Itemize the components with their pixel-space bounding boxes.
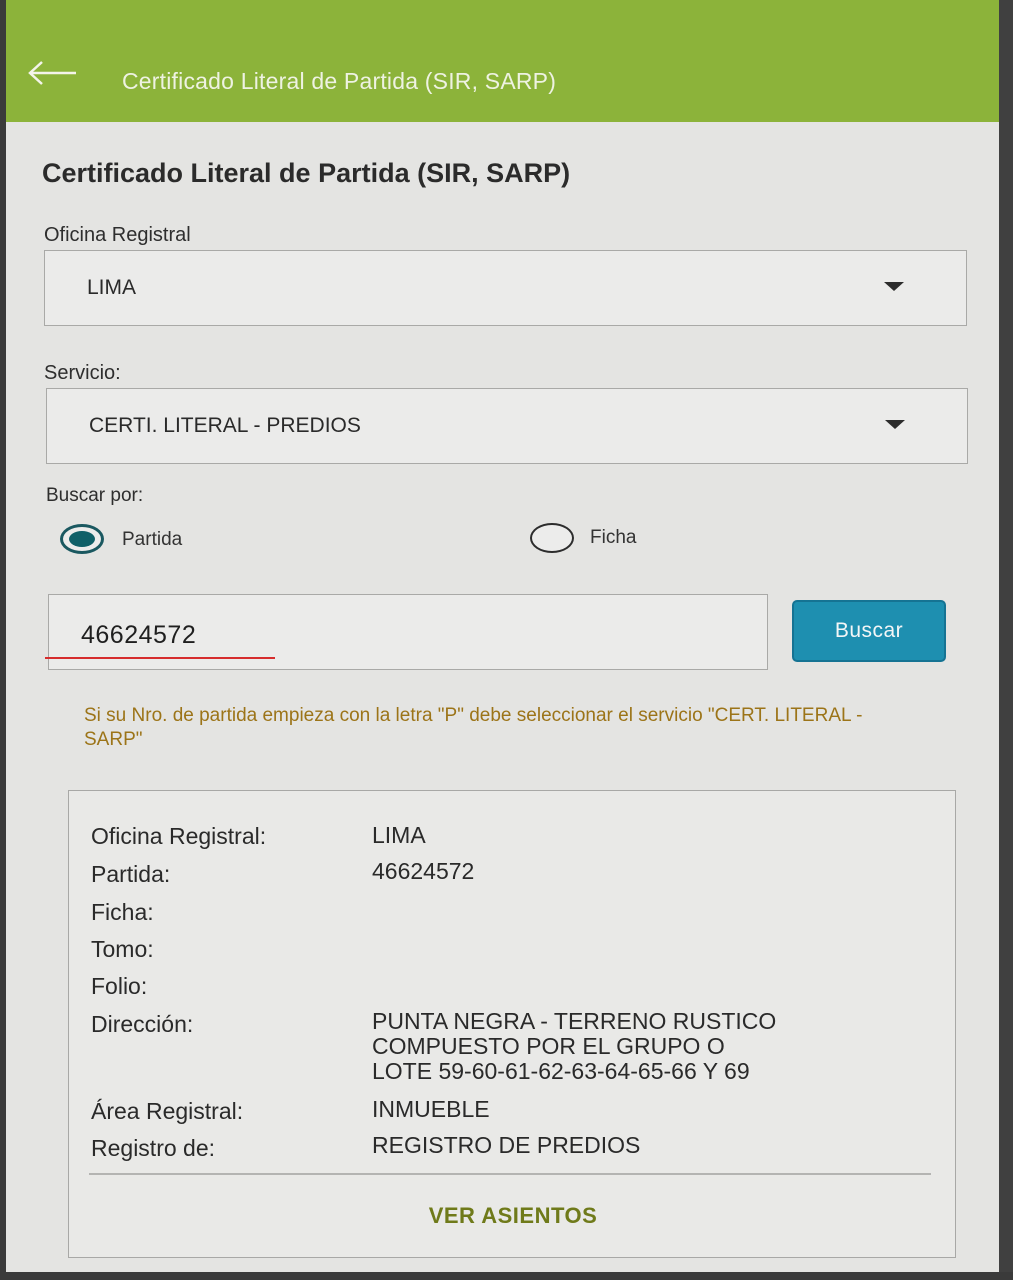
- result-label-ficha: Ficha:: [91, 899, 154, 925]
- result-label-direccion: Dirección:: [91, 1011, 194, 1037]
- result-label-area-registral: Área Registral:: [91, 1098, 244, 1124]
- result-label-folio: Folio:: [91, 973, 148, 999]
- photo-frame-edge: [0, 0, 6, 1280]
- result-label-tomo: Tomo:: [91, 936, 154, 962]
- servicio-value: CERTI. LITERAL - PREDIOS: [89, 414, 361, 437]
- radio-partida-label[interactable]: Partida: [122, 529, 183, 550]
- app-bar-title: Certificado Literal de Partida (SIR, SARP): [122, 68, 557, 94]
- result-value-registro-de: REGISTRO DE PREDIOS: [372, 1132, 641, 1158]
- spellcheck-underline: [45, 657, 275, 659]
- photo-frame-edge: [0, 1272, 1013, 1280]
- result-value-oficina: LIMA: [372, 822, 426, 848]
- result-label-oficina: Oficina Registral:: [91, 823, 267, 849]
- servicio-label: Servicio:: [44, 362, 121, 384]
- partida-input[interactable]: [48, 594, 768, 670]
- buscar-button[interactable]: Buscar: [792, 600, 946, 662]
- divider: [89, 1173, 931, 1175]
- radio-ficha-label[interactable]: Ficha: [590, 527, 637, 548]
- result-value-direccion-line-1: PUNTA NEGRA - TERRENO RUSTICO: [372, 1008, 777, 1034]
- result-label-registro-de: Registro de:: [91, 1135, 216, 1161]
- ver-asientos-button[interactable]: VER ASIENTOS: [428, 1203, 598, 1228]
- result-label-partida: Partida:: [91, 861, 171, 887]
- result-value-direccion-line-2: COMPUESTO POR EL GRUPO O: [372, 1033, 725, 1059]
- result-value-direccion-line-3: LOTE 59-60-61-62-63-64-65-66 Y 69: [372, 1058, 750, 1084]
- back-button[interactable]: [26, 58, 78, 88]
- radio-checked-icon[interactable]: [60, 524, 104, 554]
- result-card: [68, 790, 956, 1258]
- oficina-registral-value: LIMA: [87, 276, 137, 299]
- app-bar: [0, 0, 1000, 122]
- radio-unchecked-icon[interactable]: [530, 523, 574, 553]
- photo-frame-edge: [999, 0, 1013, 1280]
- arrow-left-icon: [26, 58, 78, 88]
- buscar-por-label: Buscar por:: [46, 485, 144, 506]
- oficina-registral-select[interactable]: [44, 250, 967, 326]
- partida-hint-text: Si su Nro. de partida empieza con la letra "P" debe seleccionar el servicio "CERT. LITERAL - SARP": [84, 705, 863, 750]
- partida-input-value[interactable]: 46624572: [81, 621, 197, 649]
- result-value-area-registral: INMUEBLE: [372, 1096, 490, 1122]
- servicio-select[interactable]: [46, 388, 968, 464]
- oficina-registral-label: Oficina Registral: [44, 224, 191, 246]
- result-value-partida: 46624572: [372, 858, 475, 884]
- caret-down-icon: [885, 420, 905, 429]
- caret-down-icon: [884, 282, 904, 291]
- page-title: Certificado Literal de Partida (SIR, SARP): [42, 158, 571, 188]
